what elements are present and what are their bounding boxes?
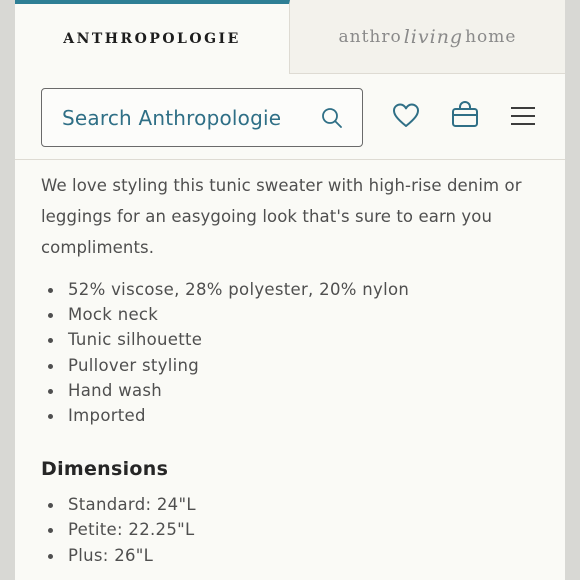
product-description: We love styling this tunic sweater with high-rise denim or leggings for an easygoing look that's sure to earn you compliments. [41, 176, 522, 257]
dimensions-list [41, 492, 551, 568]
search-input[interactable] [41, 88, 363, 147]
home-logo [339, 26, 517, 48]
tab-anthropologie[interactable] [15, 0, 290, 74]
search-icon[interactable] [320, 106, 344, 130]
list-item: Petite: 22.25"L [41, 517, 551, 542]
site-header [15, 74, 565, 160]
list-item: Pullover styling [41, 353, 551, 378]
menu-icon[interactable] [509, 102, 539, 132]
dimensions-heading: Dimensions [41, 458, 169, 481]
home-logo-left: anthro [338, 26, 402, 47]
details-list [41, 277, 551, 428]
page-frame [15, 0, 565, 580]
list-item: Imported [41, 403, 551, 428]
home-logo-right: home [465, 26, 517, 47]
list-item: Tunic silhouette [41, 327, 551, 352]
home-logo-script: living [403, 25, 464, 48]
brand-tabs [15, 0, 565, 74]
heart-icon[interactable] [391, 101, 421, 131]
list-item: 52% viscose, 28% polyester, 20% nylon [41, 277, 551, 302]
list-item: Plus: 26"L [41, 543, 551, 568]
list-item: Standard: 24"L [41, 492, 551, 517]
brand-logo: ANTHROPOLOGIE [63, 31, 241, 47]
list-item: Mock neck [41, 302, 551, 327]
search-placeholder: Search Anthropologie [62, 105, 282, 130]
product-details [41, 170, 551, 568]
list-item: Hand wash [41, 378, 551, 403]
bag-icon[interactable] [450, 100, 480, 130]
tab-anthro-living-home[interactable] [290, 0, 565, 74]
